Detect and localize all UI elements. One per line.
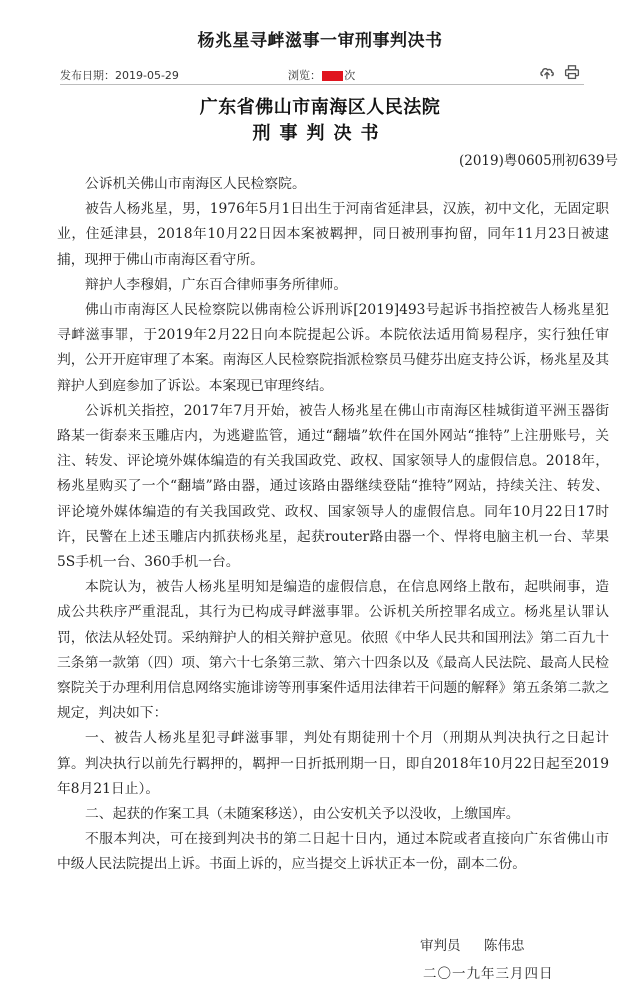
paragraph-appeal: 不服本判决，可在接到判决书的第二日起十日内，通过本院或者直接向广东省佛山市中级人民法院提出上诉。书面上诉的，应当提交上诉状正本一份，副本二份。 xyxy=(57,831,609,873)
judgment-body xyxy=(57,172,609,878)
paragraph-defender: 辩护人李穆娟，广东百合律师事务所律师。 xyxy=(85,276,348,293)
paragraph-procedure: 佛山市南海区人民检察院以佛南检公诉刑诉[2019]493号起诉书指控被告人杨兆星犯寻衅滋事罪，于2019年2月22日向本院提起公诉。本院依法适用简易程序，实行独任审判，公开开庭审理了本案。南海区人民检察院指派检察员马健芬出庭支持公诉，杨兆星及其辩护人到庭参加了诉讼。本案现已审理终结。 xyxy=(57,302,609,394)
paragraph-prosecutor: 公诉机关佛山市南海区人民检察院。 xyxy=(85,176,306,192)
action-icons xyxy=(533,64,581,80)
court-name: 广东省佛山市南海区人民法院 xyxy=(199,97,441,118)
paragraph-verdict-1: 一、被告人杨兆星犯寻衅滋事罪，判处有期徒刑十个月（刑期从判决执行之日起计算。判决执行以前先行羁押的，羁押一日折抵刑期一日，即自2018年10月22日起至2019年8月21日止）。 xyxy=(57,730,609,797)
publish-date-label: 发布日期： xyxy=(60,69,115,82)
judge-name: 陈伟忠 xyxy=(484,938,525,954)
print-icon[interactable] xyxy=(564,64,580,80)
judge-role: 审判员 xyxy=(420,938,461,954)
judgment-date: 二〇一九年三月四日 xyxy=(423,966,554,982)
view-count-redacted: 000 xyxy=(324,71,342,81)
document-type: 刑事判决书 xyxy=(252,123,388,144)
meta-bar xyxy=(60,62,584,85)
publish-date-value: 2019-05-29 xyxy=(115,69,179,82)
page-title: 杨兆星寻衅滋事一审刑事判决书 xyxy=(197,31,443,51)
judge-signature xyxy=(420,934,525,954)
publish-date xyxy=(60,67,179,83)
paragraph-charges: 公诉机关指控，2017年7月开始，被告人杨兆星在佛山市南海区桂城街道平洲玉器街路某一街泰来玉雕店内，为逃避监管，通过“翻墙”软件在国外网站“推特”上注册账号，关注、转发、评论境外媒体编造的有关我国政党、政权、国家领导人的虚假信息。2018年，杨兆星购买了一个“翻墙”路由器，通过该路由器继续登陆“推特”网站，持续关注、转发、评论境外媒体编造的有关我国政党、政权、国家领导人的虚假信息。同年10月22日17时许，民警在上述玉雕店内抓获杨兆星，起获router路由器一个、悍将电脑主机一台、苹果5S手机一台、360手机一台。 xyxy=(57,402,609,571)
view-counter-suffix: 次 xyxy=(344,69,356,82)
case-number: (2019)粤0605刑初639号 xyxy=(458,153,618,169)
paragraph-verdict-2: 二、起获的作案工具（未随案移送），由公安机关予以没收，上缴国库。 xyxy=(85,806,520,823)
paragraph-court-opinion: 本院认为，被告人杨兆星明知是编造的虚假信息，在信息网络上散布，起哄闹事，造成公共秩序严重混乱，其行为已构成寻衅滋事罪。公诉机关所控罪名成立。杨兆星认罪认罚，依法从轻处罚。采纳辩护人的相关辩护意见。依照《中华人民共和国刑法》第二百九十三条第一款第（四）项、第六十七条第三款、第六十四条以及《最高人民法院、最高人民检察院关于办理利用信息网络实施诽谤等刑事案件适用法律若干问题的解释》第五条第二款之规定，判决如下： xyxy=(57,579,609,722)
share-icon[interactable] xyxy=(539,64,555,80)
view-counter xyxy=(288,67,355,83)
paragraph-defendant: 被告人杨兆星，男，1976年5月1日出生于河南省延津县，汉族，初中文化，无固定职业，住延津县，2018年10月22日因本案被羁押，同日被刑事拘留，同年11月23日被逮捕，现押于佛山市南海区看守所。 xyxy=(57,201,609,268)
view-counter-label: 浏览： xyxy=(288,69,321,82)
